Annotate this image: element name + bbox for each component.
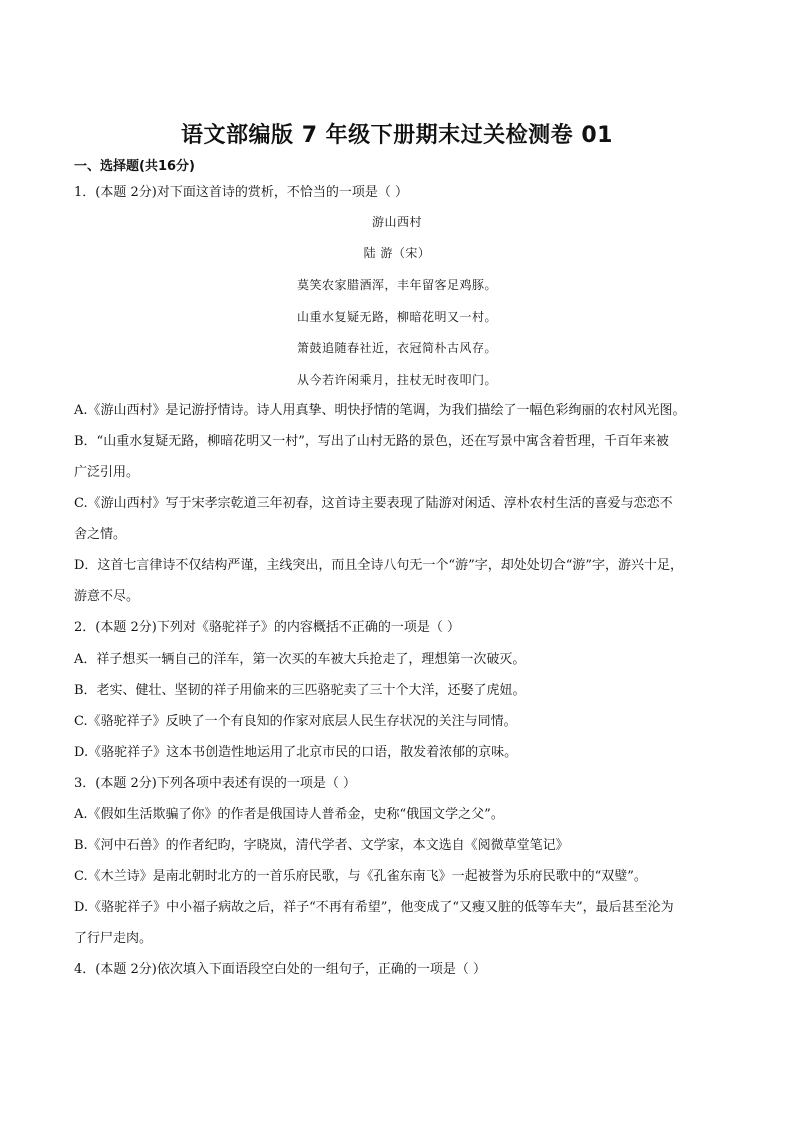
- question-3-option-d-cont: 了行尸走肉。: [74, 931, 153, 946]
- question-3-stem: 3．(本题 2分)下列各项中表述有误的一项是（ ）: [74, 776, 356, 791]
- question-3-option-c: C.《木兰诗》是南北朝时北方的一首乐府民歌，与《孔雀东南飞》一起被誉为乐府民歌中的“双璧”。: [74, 869, 647, 884]
- question-3-option-d: D.《骆驼祥子》中小福子病故之后，祥子“不再有希望”，他变成了“又瘦又脏的低等车夫”，最后甚至沦为: [74, 900, 674, 915]
- section-heading: 一、选择题(共16分): [74, 159, 195, 174]
- question-2-option-c: C.《骆驼祥子》反映了一个有良知的作家对底层人民生存状况的关注与同情。: [74, 714, 517, 729]
- page-title: 语文部编版 7 年级下册期末过关检测卷 01: [181, 123, 613, 148]
- poem-author: 陆 游（宋）: [363, 246, 431, 260]
- question-1-option-c: C.《游山西村》写于宋孝宗乾道三年初春，这首诗主要表现了陆游对闲适、淳朴农村生活的喜爱与恋恋不: [74, 496, 673, 511]
- poem-title: 游山西村: [371, 215, 422, 229]
- question-1-option-a: A.《游山西村》是记游抒情诗。诗人用真挚、明快抒情的笔调，为我们描绘了一幅色彩绚丽的农村风光图。: [74, 403, 686, 418]
- question-1-stem: 1．(本题 2分)对下面这首诗的赏析，不恰当的一项是（ ）: [74, 185, 408, 200]
- question-4-stem: 4．(本题 2分)依次填入下面语段空白处的一组句子，正确的一项是（ ）: [74, 962, 486, 977]
- question-2-option-d: D.《骆驼祥子》这本书创造性地运用了北京市民的口语，散发着浓郁的京味。: [74, 745, 518, 760]
- question-2-stem: 2．(本题 2分)下列对《骆驼祥子》的内容概括不正确的一项是（ ）: [74, 620, 460, 635]
- question-1-option-c-cont: 舍之情。: [74, 527, 127, 542]
- question-1-option-b-cont: 广泛引用。: [74, 465, 140, 480]
- poem-line: 莫笑农家腊酒浑，丰年留客足鸡豚。: [296, 278, 497, 292]
- question-1-option-d-cont: 游意不尽。: [74, 589, 140, 604]
- question-3-option-b: B.《河中石兽》的作者纪昀，字晓岚，清代学者、文学家，本文选自《阅微草堂笔记》: [74, 838, 569, 853]
- question-1-option-b: B．“山重水复疑无路，柳暗花明又一村”，写出了山村无路的景色，还在写景中寓含着哲理，千百年来被: [74, 434, 669, 449]
- poem-line: 山重水复疑无路，柳暗花明又一村。: [296, 310, 497, 324]
- question-1-option-d: D．这首七言律诗不仅结构严谨，主线突出，而且全诗八句无一个“游”字，却处处切合“游”字，游兴十足，: [74, 558, 684, 573]
- poem-line: 从今若许闲乘月，拄杖无时夜叩门。: [296, 373, 497, 387]
- poem-line: 箫鼓追随春社近，衣冠简朴古风存。: [296, 341, 497, 355]
- question-2-option-a: A．祥子想买一辆自己的洋车，第一次买的车被大兵抢走了，理想第一次破灭。: [74, 652, 526, 667]
- question-2-option-b: B．老实、健壮、坚韧的祥子用偷来的三匹骆驼卖了三十个大洋，还娶了虎妞。: [74, 683, 526, 698]
- question-3-option-a: A.《假如生活欺骗了你》的作者是俄国诗人普希金，史称“俄国文学之父”。: [74, 807, 504, 822]
